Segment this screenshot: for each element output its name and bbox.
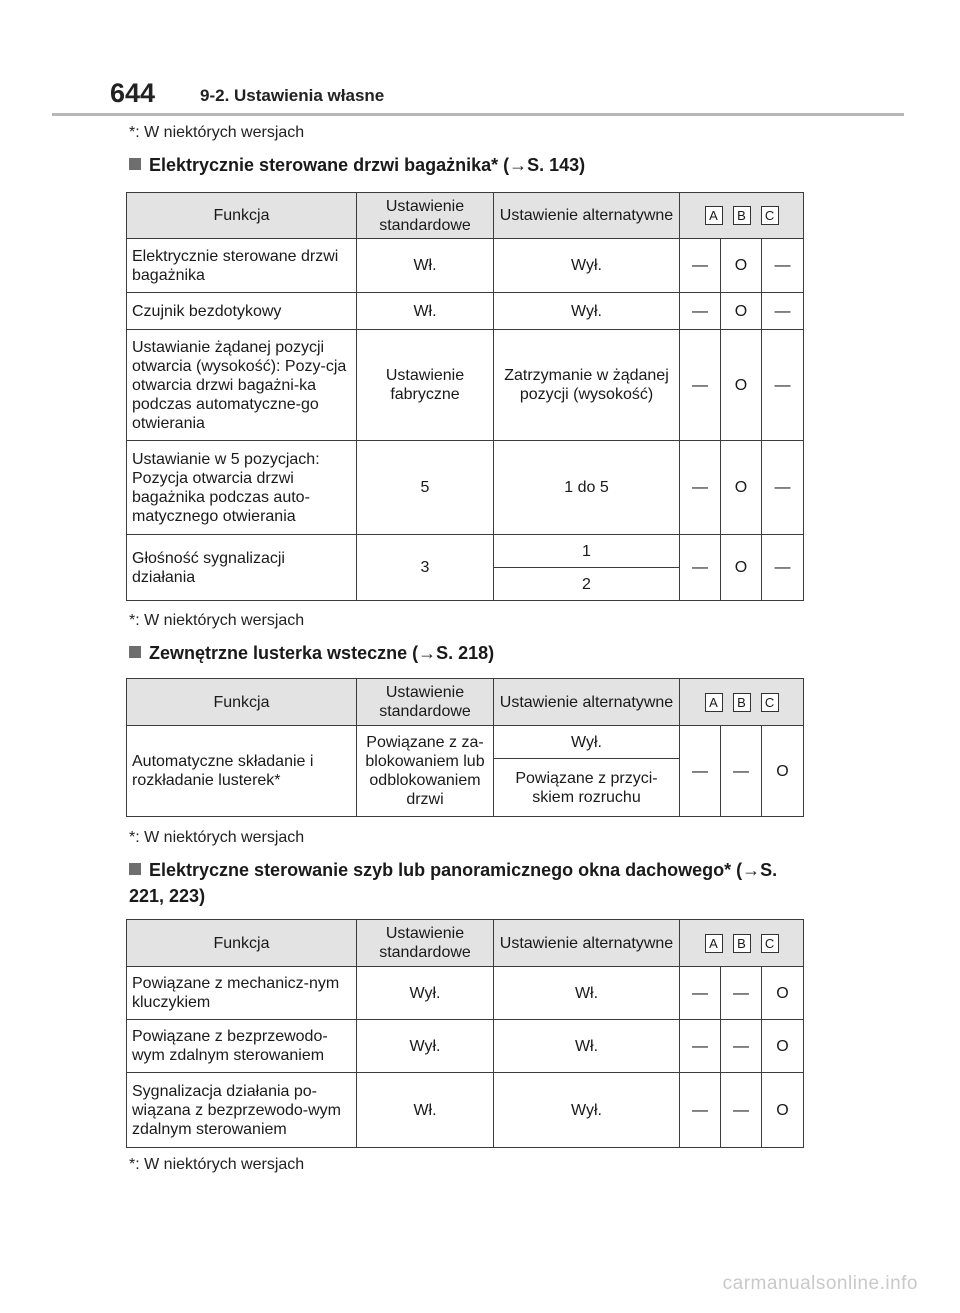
letter-c-icon: C (761, 693, 779, 712)
col-header-default: Ustawienie standardowe (357, 679, 494, 726)
table-tailgate (126, 192, 804, 601)
letter-b-icon: B (733, 206, 751, 225)
cell-function: Głośność sygnalizacji działania (127, 535, 357, 601)
col-header-letters (680, 193, 804, 239)
section-heading-tailgate (129, 152, 809, 178)
cell-b: O (721, 441, 762, 535)
heading-text: Zewnętrzne lusterka wsteczne (→S. 218) (149, 643, 495, 663)
cell-function: Sygnalizacja działania po-wiązana z bezprzewodo-wym zdalnym sterowaniem (127, 1073, 357, 1148)
cell-alternative: Wył. (494, 293, 680, 330)
cell-a: — (680, 1020, 721, 1073)
cell-b: — (721, 967, 762, 1020)
footnote-top: *: W niektórych wersjach (129, 124, 305, 141)
col-header-letters (680, 920, 804, 967)
page-header (110, 78, 905, 114)
section-heading-mirrors (129, 640, 809, 666)
cell-b: O (721, 293, 762, 330)
bullet-square-icon (129, 158, 141, 170)
cell-c: O (762, 1073, 804, 1148)
cell-default: Powiązane z za-blokowaniem lub odblokowaniem drzwi (357, 726, 494, 817)
col-header-function: Funkcja (127, 920, 357, 967)
cell-default: Wł. (357, 293, 494, 330)
cell-a: — (680, 441, 721, 535)
cell-default: Ustawienie fabryczne (357, 330, 494, 441)
cell-function: Czujnik bezdotykowy (127, 293, 357, 330)
cell-b: O (721, 239, 762, 293)
section-title: 9-2. Ustawienia własne (200, 86, 385, 105)
table-header-row (127, 679, 804, 726)
heading-text: Elektryczne sterowanie szyb lub panoramicznego okna dachowego* (→S. 221, 223) (129, 860, 778, 906)
watermark: carmanualsonline.info (722, 1273, 918, 1294)
table-row (127, 535, 804, 568)
cell-a: — (680, 1073, 721, 1148)
section-heading-windows (129, 857, 809, 909)
table-header-row (127, 193, 804, 239)
cell-alternative: 1 (494, 535, 680, 568)
table-row (127, 330, 804, 441)
cell-c: O (762, 726, 804, 817)
col-header-default: Ustawienie standardowe (357, 193, 494, 239)
cell-c: O (762, 967, 804, 1020)
letter-b-icon: B (733, 693, 751, 712)
footnote: *: W niektórych wersjach (129, 829, 305, 846)
cell-a: — (680, 967, 721, 1020)
cell-default: Wł. (357, 1073, 494, 1148)
table-row (127, 1020, 804, 1073)
letter-b-icon: B (733, 934, 751, 953)
cell-function: Elektrycznie sterowane drzwi bagażnika (127, 239, 357, 293)
cell-alternative: 1 do 5 (494, 441, 680, 535)
cell-function: Powiązane z bezprzewodo-wym zdalnym sterowaniem (127, 1020, 357, 1073)
footnote: *: W niektórych wersjach (129, 1156, 305, 1173)
cell-c: — (762, 239, 804, 293)
col-header-function: Funkcja (127, 193, 357, 239)
table-row (127, 293, 804, 330)
cell-a: — (680, 293, 721, 330)
heading-text: Elektrycznie sterowane drzwi bagażnika* (→S. 143) (149, 155, 586, 175)
letter-a-icon: A (705, 934, 723, 953)
cell-a: — (680, 535, 721, 601)
letter-a-icon: A (705, 206, 723, 225)
cell-a: — (680, 239, 721, 293)
table-row (127, 967, 804, 1020)
cell-function: Ustawianie żądanej pozycji otwarcia (wysokość): Pozy-cja otwarcia drzwi bagażni-ka podczas automatyczne-go otwierania (127, 330, 357, 441)
col-header-default: Ustawienie standardowe (357, 920, 494, 967)
cell-default: 5 (357, 441, 494, 535)
cell-c: O (762, 1020, 804, 1073)
bullet-square-icon (129, 863, 141, 875)
cell-b: — (721, 1020, 762, 1073)
cell-a: — (680, 330, 721, 441)
cell-function: Powiązane z mechanicz-nym kluczykiem (127, 967, 357, 1020)
col-header-function: Funkcja (127, 679, 357, 726)
cell-alternative: Wł. (494, 967, 680, 1020)
cell-c: — (762, 535, 804, 601)
cell-function: Ustawianie w 5 pozycjach: Pozycja otwarcia drzwi bagażnika podczas auto-matycznego otwierania (127, 441, 357, 535)
cell-default: Wył. (357, 967, 494, 1020)
letter-a-icon: A (705, 693, 723, 712)
cell-b: — (721, 726, 762, 817)
table-mirrors (126, 678, 804, 817)
cell-alternative: Wł. (494, 1020, 680, 1073)
cell-alternative: Wył. (494, 239, 680, 293)
page-number: 644 (110, 78, 156, 108)
col-header-alternative: Ustawienie alternatywne (494, 193, 680, 239)
table-row (127, 239, 804, 293)
cell-c: — (762, 330, 804, 441)
cell-default: 3 (357, 535, 494, 601)
cell-alternative: Wył. (494, 1073, 680, 1148)
cell-c: — (762, 441, 804, 535)
letter-c-icon: C (761, 934, 779, 953)
col-header-alternative: Ustawienie alternatywne (494, 920, 680, 967)
col-header-alternative: Ustawienie alternatywne (494, 679, 680, 726)
cell-alternative: Powiązane z przyci-skiem rozruchu (494, 759, 680, 817)
table-windows (126, 919, 804, 1148)
table-row (127, 1073, 804, 1148)
cell-b: O (721, 535, 762, 601)
col-header-letters (680, 679, 804, 726)
table-row (127, 726, 804, 759)
cell-b: — (721, 1073, 762, 1148)
header-divider (52, 113, 904, 116)
cell-default: Wł. (357, 239, 494, 293)
footnote: *: W niektórych wersjach (129, 612, 305, 629)
cell-alternative: 2 (494, 568, 680, 601)
table-header-row (127, 920, 804, 967)
cell-alternative: Wył. (494, 726, 680, 759)
cell-function: Automatyczne składanie i rozkładanie lusterek* (127, 726, 357, 817)
letter-c-icon: C (761, 206, 779, 225)
cell-c: — (762, 293, 804, 330)
cell-alternative: Zatrzymanie w żądanej pozycji (wysokość) (494, 330, 680, 441)
cell-default: Wył. (357, 1020, 494, 1073)
bullet-square-icon (129, 646, 141, 658)
cell-b: O (721, 330, 762, 441)
cell-a: — (680, 726, 721, 817)
table-row (127, 441, 804, 535)
